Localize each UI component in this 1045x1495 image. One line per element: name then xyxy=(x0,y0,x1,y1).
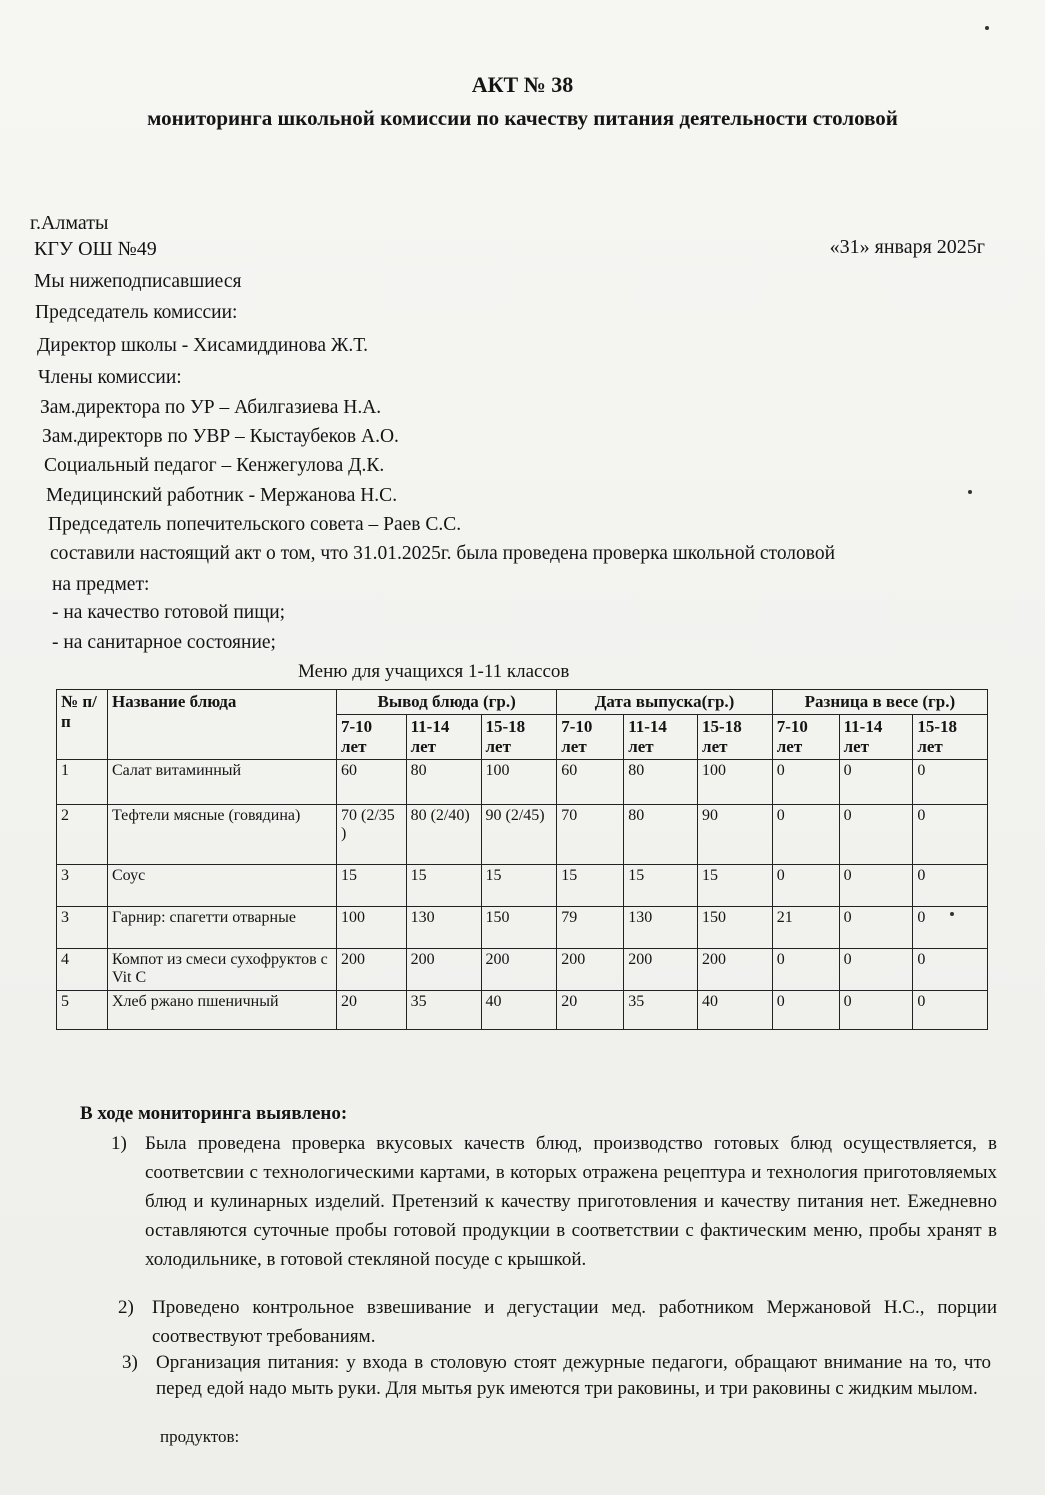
table-row xyxy=(57,991,988,1030)
dish-name: Тефтели мясные (говядина) xyxy=(108,805,337,865)
age-group-header: 7-10 лет xyxy=(772,715,839,760)
dish-number: 1 xyxy=(57,760,108,805)
diff-value-cell: 0 xyxy=(839,805,913,865)
diff-value-cell: 0 xyxy=(913,907,988,949)
finding-number: 1) xyxy=(111,1133,127,1154)
output-value-cell: 200 xyxy=(406,949,481,991)
dish-number: 4 xyxy=(57,949,108,991)
paper-speck xyxy=(968,490,972,494)
output-value-cell: 70 (2/35 ) xyxy=(337,805,407,865)
issued-value-cell: 130 xyxy=(624,907,698,949)
issued-value-cell: 15 xyxy=(557,865,624,907)
issued-value-cell: 100 xyxy=(698,760,773,805)
paper-speck xyxy=(950,912,954,916)
finding-item xyxy=(122,1350,991,1402)
header-num: № п/п xyxy=(57,690,108,760)
dish-name: Салат витаминный xyxy=(108,760,337,805)
issued-value-cell: 80 xyxy=(624,805,698,865)
finding-text: Была проведена проверка вкусовых качеств блюд, производство готовых блюд осуществляется, в соответсвии с технологическими картами, в которых отражена рецептура и технология приготовляемых блюд и кулинарных изделий. Претензий к качеству приготовления и качеству питания нет. Ежедневно оставляются суточные пробы готовой продукции в соответствии с фактическим меню, пробы хранят в холодильнике, в готовой стекляной посуде с крышкой. xyxy=(145,1133,997,1270)
issued-value-cell: 150 xyxy=(698,907,773,949)
table-row xyxy=(57,805,988,865)
table-row xyxy=(57,949,988,991)
finding-text: Проведено контрольное взвешивание и дегустации мед. работником Мержановой Н.С., порции соотвествуют требованиям. xyxy=(152,1297,997,1347)
output-value-cell: 20 xyxy=(337,991,407,1030)
paper-speck xyxy=(985,26,989,30)
output-value-cell: 100 xyxy=(481,760,557,805)
dish-name: Соус xyxy=(108,865,337,907)
issued-value-cell: 200 xyxy=(624,949,698,991)
finding-text: Организация питания: у входа в столовую стоят дежурные педагоги, обращают внимание на то, что перед едой надо мыть руки. Для мытья рук имеются три раковины, и три раковины с жидким мылом. xyxy=(156,1352,991,1399)
act-date: «31» января 2025г xyxy=(829,236,985,258)
diff-value-cell: 0 xyxy=(772,805,839,865)
age-group-header: 7-10 лет xyxy=(337,715,407,760)
menu-caption: Меню для учащихся 1-11 классов xyxy=(298,661,570,682)
output-value-cell: 130 xyxy=(406,907,481,949)
diff-value-cell: 0 xyxy=(839,949,913,991)
issued-value-cell: 20 xyxy=(557,991,624,1030)
issued-value-cell: 79 xyxy=(557,907,624,949)
menu-table xyxy=(56,689,988,1030)
member-line: Зам.директора по УР – Абилгазиева Н.А. xyxy=(40,397,382,418)
subject-line: - на качество готовой пищи; xyxy=(52,602,286,623)
findings-heading: В ходе мониторинга выявлено: xyxy=(80,1103,348,1124)
diff-value-cell: 0 xyxy=(839,991,913,1030)
issued-value-cell: 60 xyxy=(557,760,624,805)
dish-name: Компот из смеси сухофруктов с Vit C xyxy=(108,949,337,991)
output-value-cell: 100 xyxy=(337,907,407,949)
diff-value-cell: 21 xyxy=(772,907,839,949)
intro-text: Мы нижеподписавшиеся xyxy=(34,271,242,292)
age-group-header: 15-18 лет xyxy=(698,715,773,760)
issued-value-cell: 200 xyxy=(557,949,624,991)
dish-name: Хлеб ржано пшеничный xyxy=(108,991,337,1030)
member-line: Социальный педагог – Кенжегулова Д.К. xyxy=(44,455,385,476)
dish-name: Гарнир: спагетти отварные xyxy=(108,907,337,949)
diff-value-cell: 0 xyxy=(839,907,913,949)
finding-item xyxy=(118,1293,997,1351)
age-group-header: 11-14 лет xyxy=(839,715,913,760)
age-group-header: 7-10 лет xyxy=(557,715,624,760)
issued-value-cell: 15 xyxy=(624,865,698,907)
table-header-row xyxy=(57,690,988,715)
diff-value-cell: 0 xyxy=(772,760,839,805)
output-value-cell: 60 xyxy=(337,760,407,805)
chair-label: Председатель комиссии: xyxy=(35,302,238,323)
output-value-cell: 15 xyxy=(481,865,557,907)
diff-value-cell: 0 xyxy=(772,949,839,991)
output-value-cell: 200 xyxy=(481,949,557,991)
header-name: Название блюда xyxy=(108,690,337,760)
output-value-cell: 80 xyxy=(406,760,481,805)
issued-value-cell: 70 xyxy=(557,805,624,865)
output-value-cell: 15 xyxy=(337,865,407,907)
diff-value-cell: 0 xyxy=(839,760,913,805)
issued-value-cell: 40 xyxy=(698,991,773,1030)
output-value-cell: 15 xyxy=(406,865,481,907)
school-name: КГУ ОШ №49 xyxy=(34,238,157,260)
issued-value-cell: 90 xyxy=(698,805,773,865)
finding-number: 3) xyxy=(122,1352,138,1373)
member-line: Зам.директорв по УВР – Кыстаубеков А.О. xyxy=(42,426,399,447)
age-group-header: 11-14 лет xyxy=(406,715,481,760)
diff-value-cell: 0 xyxy=(913,865,988,907)
dish-number: 3 xyxy=(57,907,108,949)
table-row xyxy=(57,865,988,907)
subject-line: - на санитарное состояние; xyxy=(52,632,276,653)
output-value-cell: 80 (2/40) xyxy=(406,805,481,865)
output-value-cell: 90 (2/45) xyxy=(481,805,557,865)
age-group-header: 11-14 лет xyxy=(624,715,698,760)
table-row xyxy=(57,760,988,805)
issued-value-cell: 15 xyxy=(698,865,773,907)
act-subtitle: мониторинга школьной комиссии по качеству питания деятельности столовой xyxy=(147,106,898,130)
issued-value-cell: 200 xyxy=(698,949,773,991)
diff-value-cell: 0 xyxy=(839,865,913,907)
statement-line: составили настоящий акт о том, что 31.01.2025г. была проведена проверка школьной столовой xyxy=(50,543,836,564)
issued-value-cell: 80 xyxy=(624,760,698,805)
statement-line: на предмет: xyxy=(52,574,150,595)
finding-number: 2) xyxy=(118,1297,134,1318)
header-diff: Разница в весе (гр.) xyxy=(772,690,987,715)
trailing-text: продуктов: xyxy=(160,1427,240,1446)
dish-number: 5 xyxy=(57,991,108,1030)
age-group-header: 15-18 лет xyxy=(481,715,557,760)
age-group-header: 15-18 лет xyxy=(913,715,988,760)
finding-item xyxy=(111,1129,997,1274)
output-value-cell: 150 xyxy=(481,907,557,949)
issued-value-cell: 35 xyxy=(624,991,698,1030)
diff-value-cell: 0 xyxy=(913,760,988,805)
dish-number: 2 xyxy=(57,805,108,865)
diff-value-cell: 0 xyxy=(772,865,839,907)
header-output: Вывод блюда (гр.) xyxy=(337,690,557,715)
diff-value-cell: 0 xyxy=(772,991,839,1030)
member-line: Медицинский работник - Мержанова Н.С. xyxy=(46,485,398,506)
output-value-cell: 200 xyxy=(337,949,407,991)
chair-name: Директор школы - Хисамиддинова Ж.Т. xyxy=(37,335,369,356)
act-title: АКТ № 38 xyxy=(471,72,574,97)
output-value-cell: 35 xyxy=(406,991,481,1030)
member-line: Председатель попечительского совета – Раев С.С. xyxy=(48,514,462,535)
header-issued: Дата выпуска(гр.) xyxy=(557,690,773,715)
diff-value-cell: 0 xyxy=(913,805,988,865)
diff-value-cell: 0 xyxy=(913,991,988,1030)
diff-value-cell: 0 xyxy=(913,949,988,991)
output-value-cell: 40 xyxy=(481,991,557,1030)
table-row xyxy=(57,907,988,949)
members-label: Члены комиссии: xyxy=(38,367,182,388)
city: г.Алматы xyxy=(30,212,109,234)
dish-number: 3 xyxy=(57,865,108,907)
